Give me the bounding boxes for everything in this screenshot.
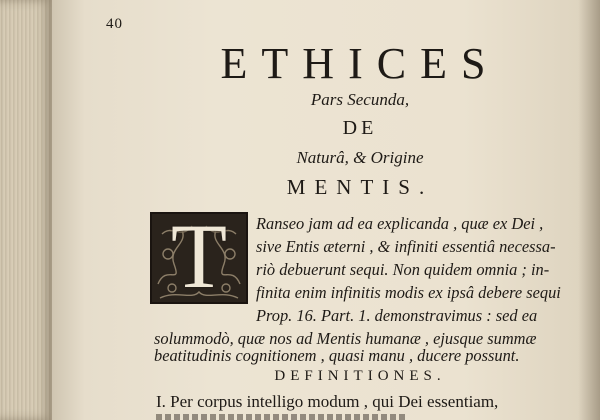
paragraph-line: sive Entis æterni , & infiniti essentiâ necessa-: [256, 237, 556, 256]
drop-cap-letter: T: [170, 205, 228, 307]
part-subtitle: Pars Secunda,: [310, 90, 410, 109]
de-heading: DE: [342, 117, 378, 139]
book-page-edges: [0, 0, 52, 420]
page-number: 40: [106, 16, 123, 32]
paragraph-line: finita enim infinitis modis ex ipsâ debere sequi: [256, 283, 561, 302]
definitions-heading: DEFINITIONES.: [274, 368, 446, 384]
page-title: ETHICES: [220, 39, 500, 88]
paragraph-line: solummodò, quæ nos ad Mentis humanæ , ejusque summæ: [154, 329, 537, 348]
paragraph-line: Prop. 16. Part. 1. demonstravimus : sed ea: [256, 306, 538, 325]
paragraph-line: Ranseo jam ad ea explicanda , quæ ex Dei ,: [256, 214, 544, 233]
cropped-text-line: [156, 414, 406, 420]
paragraph-line: riò debuerunt sequi. Non quidem omnia ; in-: [256, 260, 550, 279]
mentis-heading: MENTIS.: [286, 175, 434, 199]
definition-line: I. Per corpus intelligo modum , qui Dei essentiam,: [156, 392, 499, 411]
paragraph-line: beatitudinis cognitionem , quasi manu , ducere possunt.: [154, 346, 520, 365]
page-gutter-shadow: [578, 0, 600, 420]
subject-subtitle: Naturâ, & Origine: [296, 148, 424, 167]
ornamental-drop-cap: [150, 205, 248, 307]
